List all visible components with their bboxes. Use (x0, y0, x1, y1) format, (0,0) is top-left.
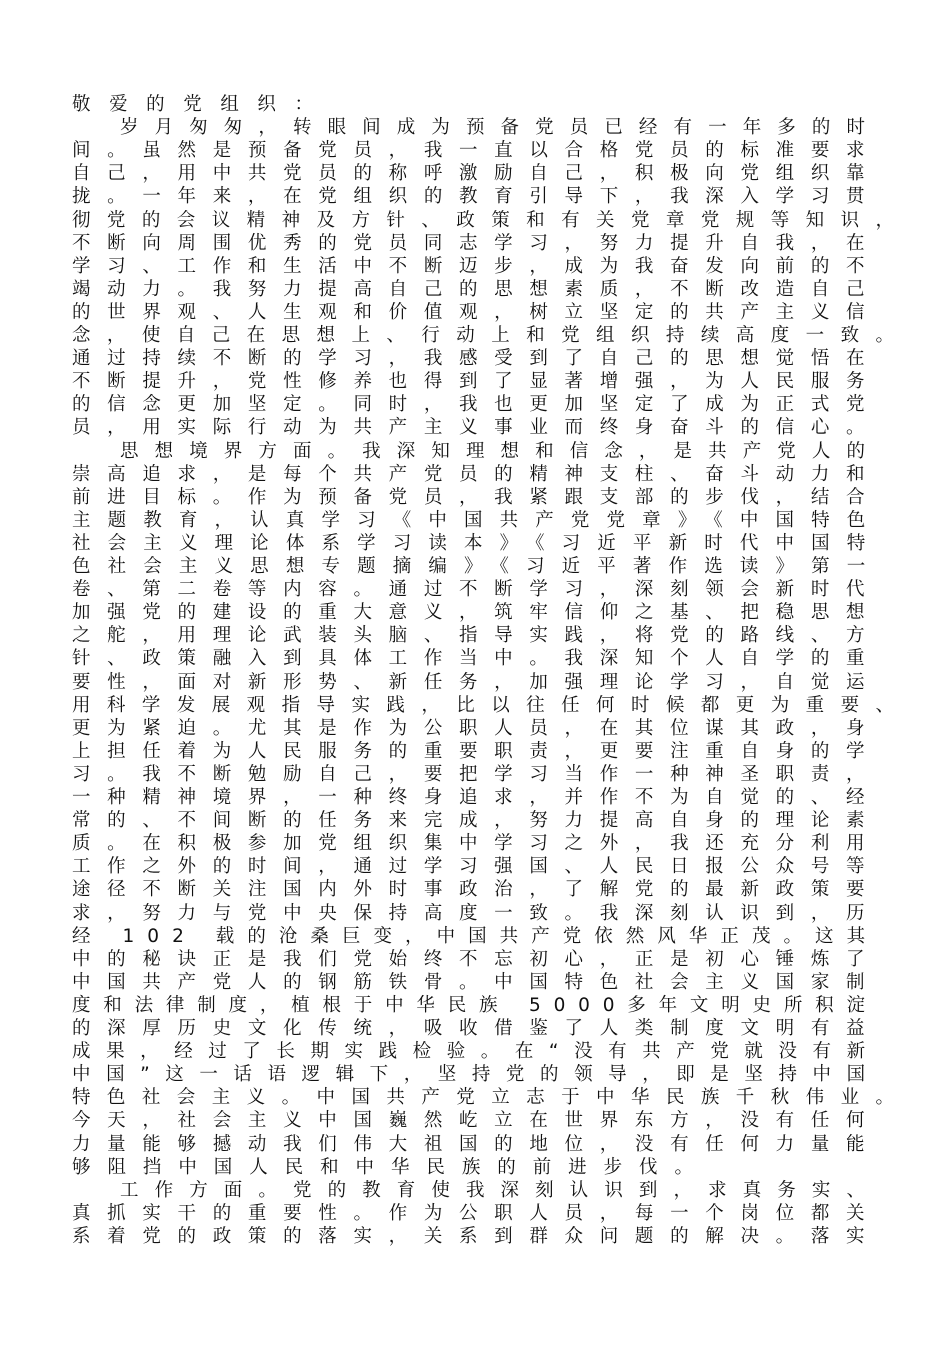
text-line: 求，努力与党中央保持高度一致。我深刻认识到，历 (72, 902, 882, 924)
text-line: 自己，用中共党员的称呼激励自己，积极向党组织靠 (72, 163, 882, 185)
text-line: 不断向周围优秀的党员同志学习，努力提升自我，在 (72, 232, 882, 254)
text-line: 特色社会主义。中国共产党立志于中华民族千秋伟业。 (72, 1087, 911, 1109)
text-line: 系着党的政策的落实，关系到群众问题的解决。落实 (72, 1225, 882, 1247)
text-line: 习。我不断勉励自己，要把学习当作一种神圣职责， (72, 763, 882, 785)
text-line: 一种精神境界，一种终身追求，并作不为自觉的、经 (72, 787, 882, 808)
text-line: 用科学发展观指导实践，比以往任何时候都更为重要、 (72, 694, 911, 716)
text-line: 崇高追求，是每个共产党员的精神支柱、奋斗动力和 (72, 463, 882, 485)
text-line: 够阻挡中国人民和中华民族的前进步伐。 (72, 1156, 710, 1178)
text-line: 间。虽然是预备党员，我一直以合格党员的标准要求 (72, 140, 882, 162)
text-line: 拢。一年来，在党组织的教育引导下，我深入学习贯 (72, 186, 882, 208)
text-line: 中国共产党人的钢筋铁骨。中国特色社会主义国家制 (72, 971, 882, 993)
text-line: 彻党的会议精神及方针、政策和有关党章党规等知识， (72, 209, 911, 231)
text-line: 加强党的建设的重大意义，筑牢信仰之基、把稳思想 (72, 602, 882, 624)
text-line: 要性，面对新形势、新任务，加强理论学习，自觉运 (72, 671, 882, 693)
text-line: 今天，社会主义中国巍然屹立在世界东方，没有任何 (72, 1110, 882, 1132)
text-line: 学习、工作和生活中不断迈步，成为我奋发向前的不 (72, 255, 882, 277)
text-line: 岁月匆匆，转眼间成为预备党员已经有一年多的时 (120, 117, 882, 139)
text-line: 色社会主义思想专题摘编》《习近平著作选读》第一 (72, 556, 883, 577)
text-line: 之舵，用理论武装头脑、指导实践，将党的路线、方 (72, 625, 882, 647)
text-line: 主题教育，认真学习《中国共产党党章》《中国特色 (72, 509, 883, 531)
text-line: 度和法律制度，植根于中华民族 5000多年文明史所积淀 (72, 994, 878, 1016)
text-line: 员，用实际行动为共产主义事业而终身奋斗的信心。 (72, 417, 882, 439)
text-line: 针、政策融入到具体工作当中。我深知个人自学的重 (72, 648, 882, 670)
text-line: 真抓实干的重要性。作为公职人员，每一个岗位都关 (72, 1202, 882, 1224)
text-line: 的世界观、人生观和价值观，树立坚定的共产主义信 (72, 301, 882, 323)
text-line: 不断提升，党性修养也得到了显著增强，为人民服务 (72, 371, 882, 393)
text-line: 工作之外的时间，通过学习强国、人民日报公众号等 (72, 856, 882, 878)
text-line: 更为紧迫。尤其是作为公职人员，在其位谋其政，身 (72, 717, 882, 739)
text-line: 的深厚历史文化传统，吸收借鉴了人类制度文明有益 (72, 1018, 882, 1039)
text-line: 念，使自己在思想上、行动上和党组织持续高度一致。 (72, 325, 911, 346)
text-line: 思想境界方面。我深知理想和信念，是共产党人的 (120, 440, 882, 462)
text-line: 通过持续不断的学习，我感受到了自己的思想觉悟在 (72, 348, 882, 370)
text-line: 中的秘诀正是我们党始终不忘初心，正是初心锤炼了 (72, 948, 882, 970)
text-line: 的信念更加坚定。同时，我也更加坚定了成为正式党 (72, 394, 882, 416)
text-line: 前进目标。作为预备党员，我紧跟支部的步伐，结合 (72, 486, 882, 508)
text-line: 上担任着为人民服务的重要职责，更要注重自身的学 (72, 740, 882, 762)
text-line: 途径不断关注国内外时事政治，了解党的最新政策要 (72, 879, 882, 901)
text-line: 敬爱的党组织： (72, 94, 332, 115)
text-line: 力量能够撼动我们伟大祖国的地位，没有任何力量能 (72, 1133, 882, 1155)
text-line: 社会主义理论体系学习读本》《习近平新时代中国特 (72, 532, 883, 554)
text-line: 经 102 载的沧桑巨变，中国共产党依然风华正茂。这其 (72, 925, 879, 947)
text-line: 成果，经过了长期实践检验。在“没有共产党就没有新 (72, 1041, 881, 1063)
text-line: 质。在积极参加党组织集中学习之外，我还充分利用 (72, 833, 882, 855)
text-line: 中国”这一话语逻辑下，坚持党的领导，即是坚持中国 (72, 1064, 881, 1086)
text-line: 工作方面。党的教育使我深刻认识到，求真务实、 (120, 1179, 882, 1201)
text-line: 常的、不间断的任务来完成，努力提高自身的理论素 (72, 810, 882, 832)
text-line: 竭动力。我努力提高自己的思想素质，不断改造自己 (72, 278, 882, 300)
text-line: 卷、第二卷等内容。通过不断学习，深刻领会新时代 (72, 579, 882, 601)
